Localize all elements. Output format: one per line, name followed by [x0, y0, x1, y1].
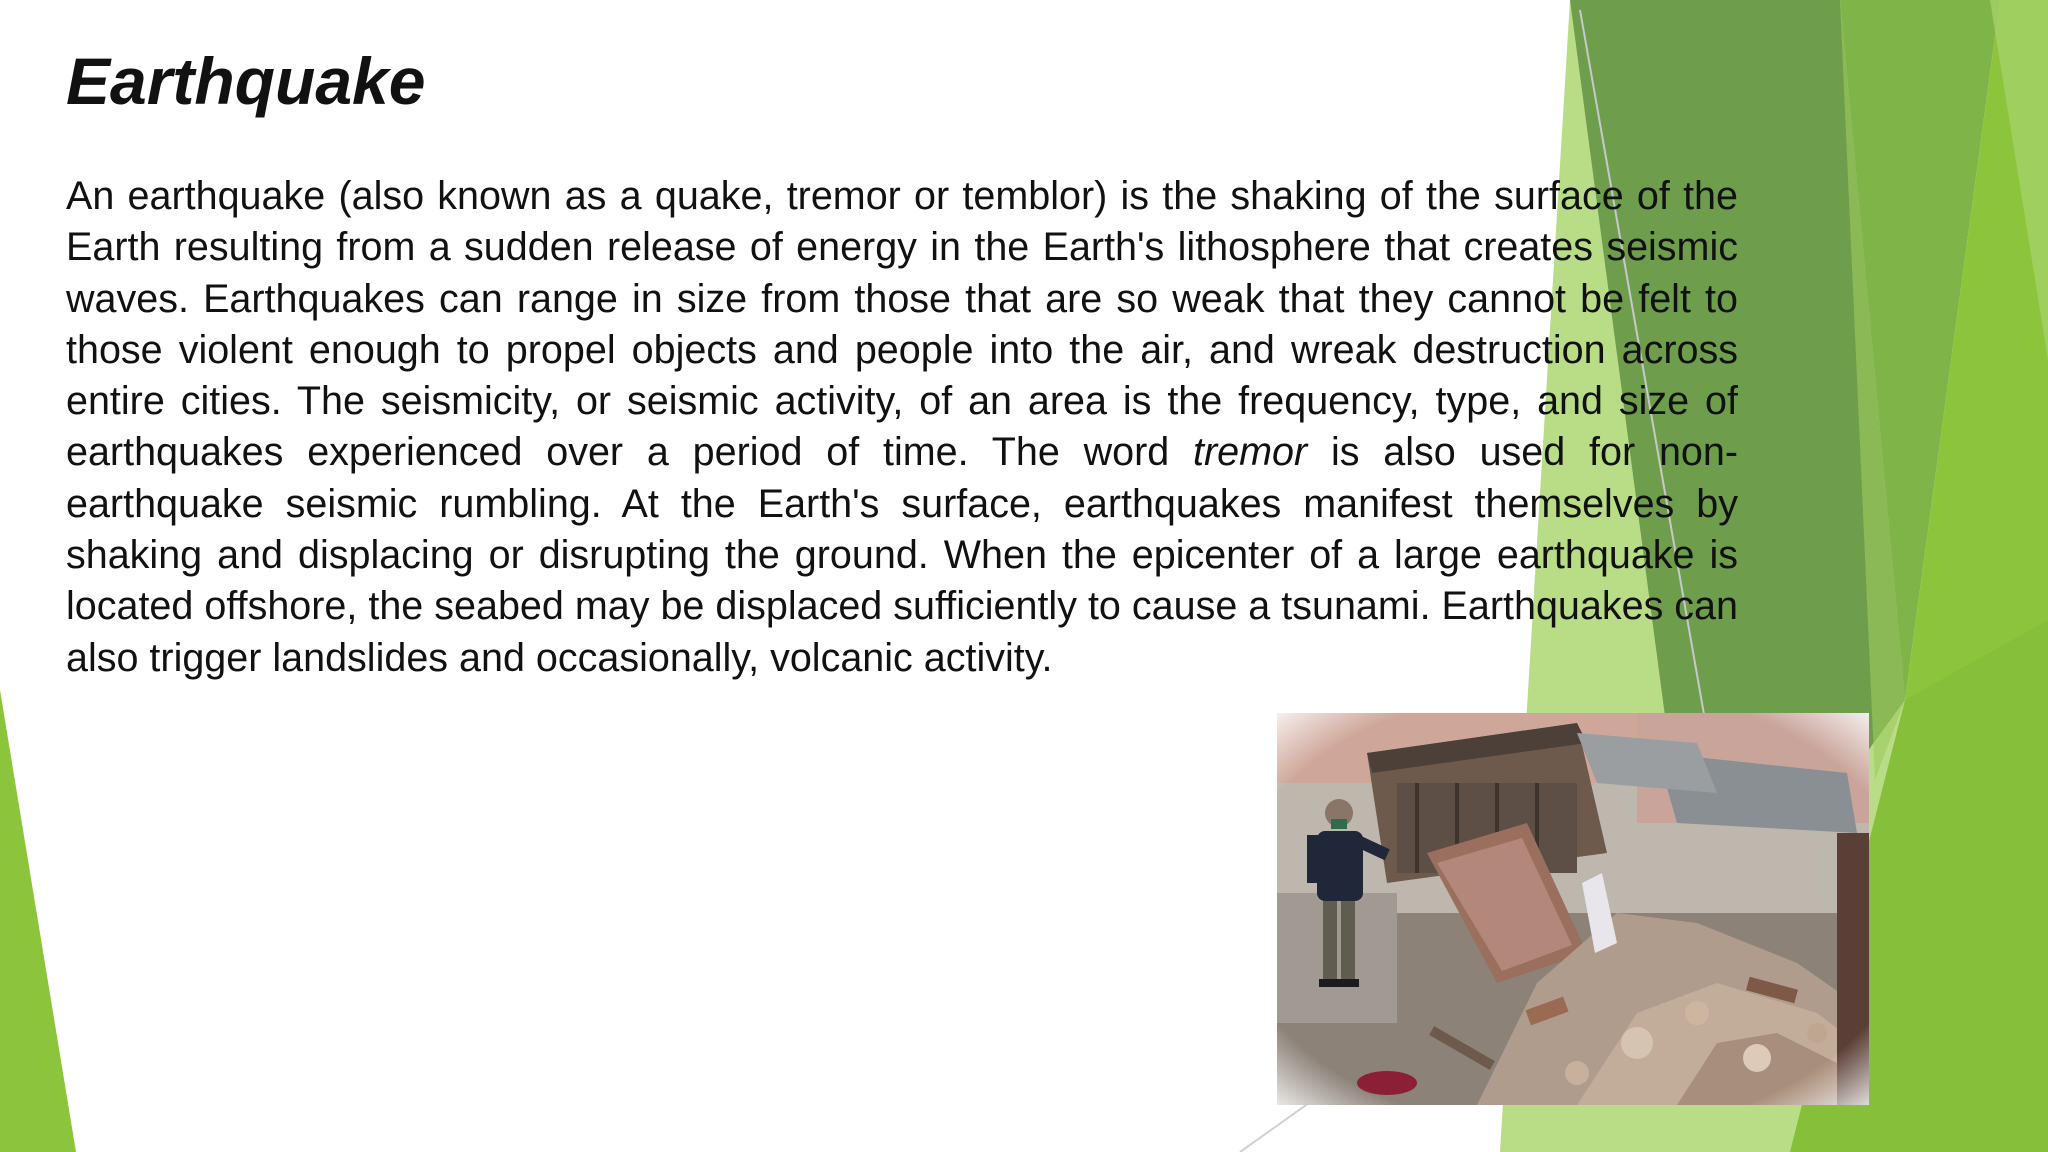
slide-title: Earthquake: [66, 44, 426, 118]
earthquake-rubble-photo: [1277, 713, 1869, 1105]
paragraph-text-part-1: An earthquake (also known as a quake, tremor or temblor) is the shaking of the surface of the Earth resulting from a sudden release of energy in the Earth's lithosphere that creates seismic waves. Earthquakes can range in size from those that are so weak that they cannot be felt to those violent enough to propel objects and people into the air, and wreak destruction across entire cities. The seismicity, or seismic activity, of an area is the frequency, type, and size of earthquakes experienced over a period of time. The word: [66, 174, 1738, 475]
paragraph-text-part-2: is also used for non-earthquake seismic rumbling. At the Earth's surface, earthquakes manifest themselves by shaking and displacing or disrupting the ground. When the epicenter of a large earthquake is located offshore, the seabed may be displaced sufficiently to cause a tsunami. Earthquakes can also trigger landslides and occasionally, volcanic activity.: [66, 430, 1739, 680]
body-paragraph: [66, 171, 1738, 684]
paragraph-italic-term: tremor: [1193, 430, 1308, 475]
